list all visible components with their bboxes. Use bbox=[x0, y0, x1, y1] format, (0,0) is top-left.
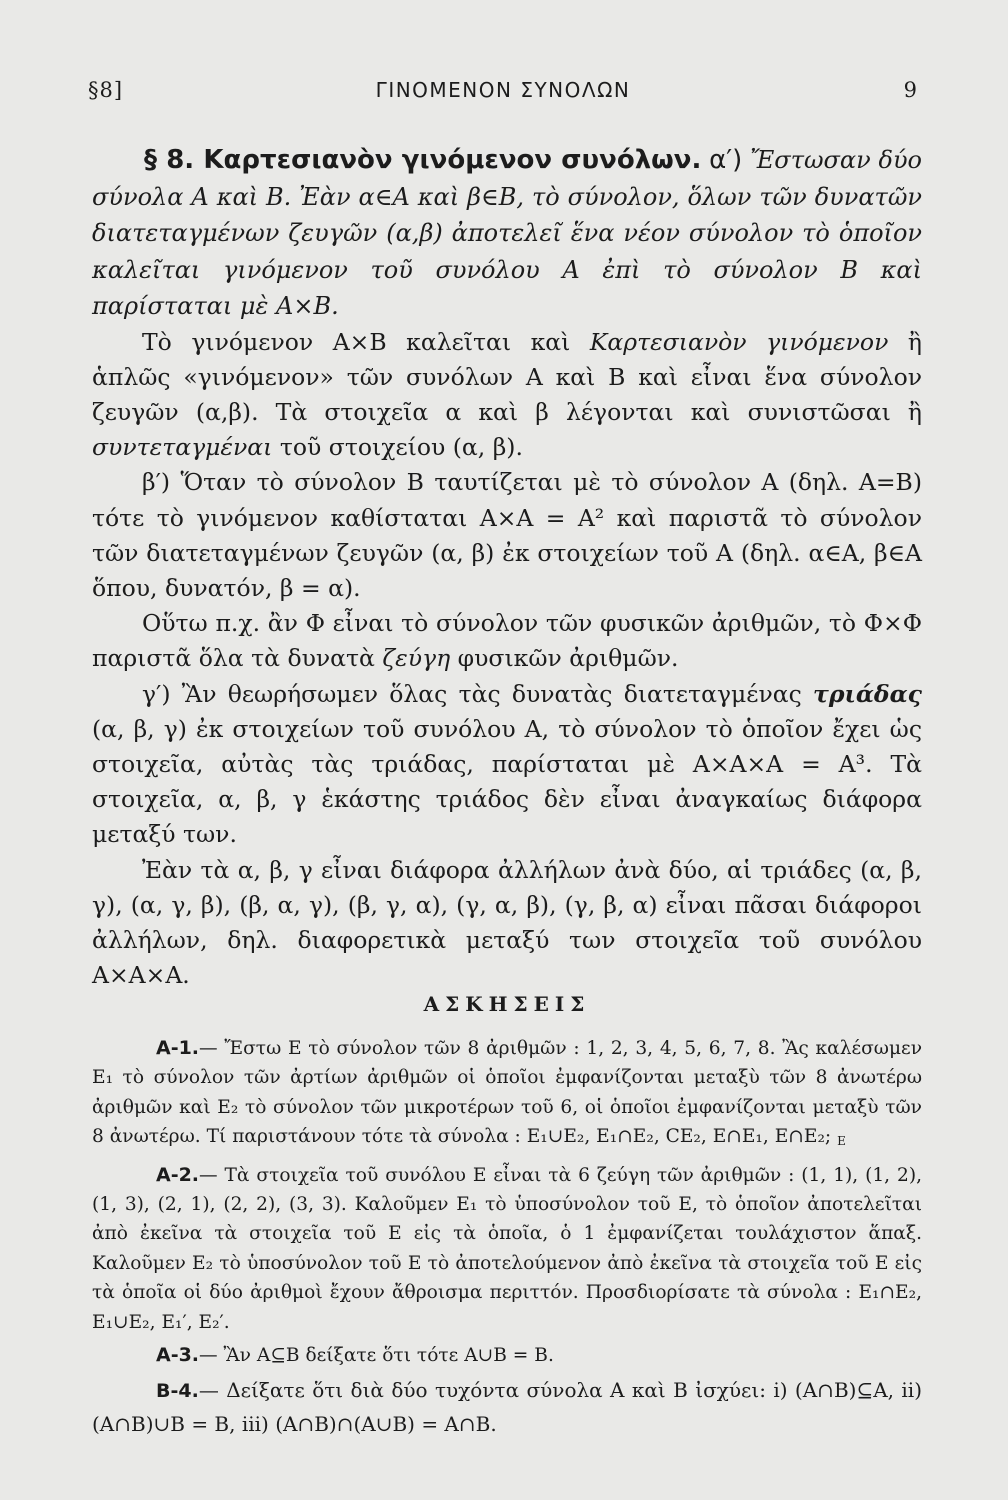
exercise-a1 bbox=[92, 1034, 922, 1157]
exercises-heading: ΑΣΚΗΣΕΙΣ bbox=[423, 992, 591, 1016]
exercise-a3 bbox=[92, 1341, 922, 1370]
emphasis-coordinates: συντεταγμέναι bbox=[92, 433, 273, 462]
definition-paragraph bbox=[92, 142, 922, 325]
header-section-ref: §8] bbox=[88, 78, 124, 102]
paragraph-text: τοῦ στοιχείου (α, β). bbox=[279, 433, 523, 462]
exercise-text: — Ἔστω Ε τὸ σύνολον τῶν 8 ἀριθμῶν : 1, 2, 3, 4, 5, 6, 7, 8. Ἂς καλέσωμεν Ε₁ τὸ σύνολον τῶν ἀρτίων ἀριθμῶν οἱ ὁποῖοι ἐμφανίζονται μεταξὺ τῶν 8 ἀνωτέρω ἀριθμῶν καὶ Ε₂ τὸ σύνολον τῶν μικροτέρων τοῦ 6, οἱ ὁποῖοι ἐμφανίζονται μεταξὺ τῶν 8 ἀνωτέρω. Τί παριστάνουν τότε τὰ σύνολα : Ε₁∪Ε₂, Ε₁∩Ε₂, CΕ₂, Ε∩Ε₁, Ε∩Ε₂; bbox=[92, 1038, 922, 1148]
paragraph-text: ἢ ἁπλῶς «γινόμενον» τῶν συνόλων Α καὶ Β καὶ εἶναι ἕνα σύνολον ζευγῶν (α,β). Τὰ στοιχεῖα α καὶ β λέγονται καὶ συνιστῶσαι ἢ bbox=[92, 327, 922, 426]
header-title: ΓΙΝΟΜΕΝΟΝ ΣΥΝΟΛΩΝ bbox=[375, 78, 631, 102]
exercise-text: — Τὰ στοιχεῖα τοῦ συνόλου Ε εἶναι τὰ 6 ζεύγη τῶν ἀριθμῶν : (1, 1), (1, 2), (1, 3), (2, 1), (2, 2), (3, 3). Καλοῦμεν Ε₁ τὸ ὑποσύνολον τοῦ Ε, τὸ ὁποῖον ἀποτελεῖται ἀπὸ ἐκεῖνα τὰ στοιχεῖα τοῦ Ε εἰς τὰ ὁποῖα, ὁ 1 ἐμφανίζεται τουλάχιστον ἅπαξ. Καλοῦμεν Ε₂ τὸ ὑποσύνολον τοῦ Ε τὸ ἀποτελούμενον ἀπὸ ἐκεῖνα τὰ στοιχεῖα τοῦ Ε εἰς τὰ ὁποῖα οἱ δύο ἀριθμοὶ ἔχουν ἄθροισμα περιττόν. Προσδιορίσατε τὰ σύνολα : Ε₁∩Ε₂, Ε₁∪Ε₂, Ε₁′, Ε₂′. bbox=[92, 1164, 922, 1333]
item-alpha-label: α′) bbox=[709, 145, 743, 175]
exercise-a2 bbox=[92, 1161, 922, 1337]
paragraph-text: Οὕτω π.χ. ἂν Φ εἶναι τὸ σύνολον τῶν φυσικῶν ἀριθμῶν, τὸ Φ×Φ παριστᾶ ὅλα τὰ δυνατὰ bbox=[92, 609, 922, 673]
emphasis-pairs: ζεύγη bbox=[382, 644, 451, 673]
paragraph-text: (α, β, γ) ἐκ στοιχείων τοῦ συνόλου Α, τὸ σύνολον τὸ ὁποῖον ἔχει ὡς στοιχεῖα, αὐτὰς τὰς τριάδας, παρίσταται μὲ Α×Α×Α = Α³. Τὰ στοιχεῖα, α, β, γ ἑκάστης τριάδος δὲν εἶναι ἀναγκαίως διάφορα μεταξύ των. bbox=[92, 714, 922, 849]
gamma-paragraph bbox=[92, 677, 922, 853]
emphasis-triads: τριάδας bbox=[813, 679, 922, 708]
paragraph-text: Τὸ γινόμενον Α×Β καλεῖται καὶ bbox=[142, 327, 571, 356]
exercise-label: Β-4. bbox=[156, 1380, 199, 1403]
complement-subscript: Ε bbox=[837, 1134, 846, 1149]
beta-paragraph: β′) Ὅταν τὸ σύνολον Β ταυτίζεται μὲ τὸ σύνολον Α (δηλ. Α=Β) τότε τὸ γινόμενον καθίσταται Α×Α = Α² καὶ παριστᾶ τὸ σύνολον τῶν διατεταγμένων ζευγῶν (α, β) ἐκ στοιχείων τοῦ Α (δηλ. α∈Α, β∈Α ὅπου, δυνατόν, β = α). bbox=[92, 468, 922, 602]
exercise-label: Α-3. bbox=[156, 1344, 200, 1367]
exercises-list bbox=[92, 1034, 922, 1441]
triads-paragraph: Ἐὰν τὰ α, β, γ εἶναι διάφορα ἀλλήλων ἀνὰ δύο, αἱ τριάδες (α, β, γ), (α, γ, β), (β, α, γ), (β, γ, α), (γ, α, β), (γ, β, α) εἶναι πᾶσαι διάφοροι ἀλλήλων, δηλ. διαφορετικὰ μεταξύ των στοιχεῖα τοῦ συνόλου Α×Α×Α. bbox=[92, 855, 922, 990]
running-header bbox=[88, 78, 918, 108]
section-heading: § 8. Καρτεσιανὸν γινόμενον συνόλων. bbox=[144, 145, 702, 175]
exercise-b4 bbox=[92, 1374, 922, 1441]
definition-text: Ἔστωσαν δύο σύνολα Α καὶ Β. Ἐὰν α∈Α καὶ β∈Β, τὸ σύνολον, ὅλων τῶν δυνατῶν διατεταγμένων ζευγῶν (α,β) ἀποτελεῖ ἕνα νέον σύνολον τὸ ὁποῖον καλεῖται γινόμενον τοῦ συνόλου Α ἐπὶ τὸ σύνολον Β καὶ παρίσταται μὲ Α×Β. bbox=[92, 146, 922, 320]
exercise-label: Α-2. bbox=[156, 1163, 200, 1186]
paragraph-text: γ′) Ἂν θεωρήσωμεν ὅλας τὰς δυνατὰς διατεταγμένας bbox=[142, 679, 802, 708]
exercise-label: Α-1. bbox=[156, 1037, 200, 1059]
section-body bbox=[92, 142, 922, 993]
exercise-text: — Δείξατε ὅτι διὰ δύο τυχόντα σύνολα Α καὶ Β ἰσχύει: i) (Α∩Β)⊆Α, ii) (Α∩Β)∪Β = Β, iii) (Α∩Β)∩(Α∪Β) = Α∩Β. bbox=[92, 1378, 922, 1437]
paragraph-text: φυσικῶν ἀριθμῶν. bbox=[457, 644, 679, 673]
cartesian-paragraph bbox=[92, 325, 922, 466]
example-paragraph bbox=[92, 606, 922, 676]
page-number: 9 bbox=[903, 78, 918, 102]
exercise-text: — Ἂν Α⊆Β δείξατε ὅτι τότε Α∪Β = Β. bbox=[199, 1345, 554, 1367]
emphasis-cartesian: Καρτεσιανὸν γινόμενον bbox=[589, 327, 889, 356]
